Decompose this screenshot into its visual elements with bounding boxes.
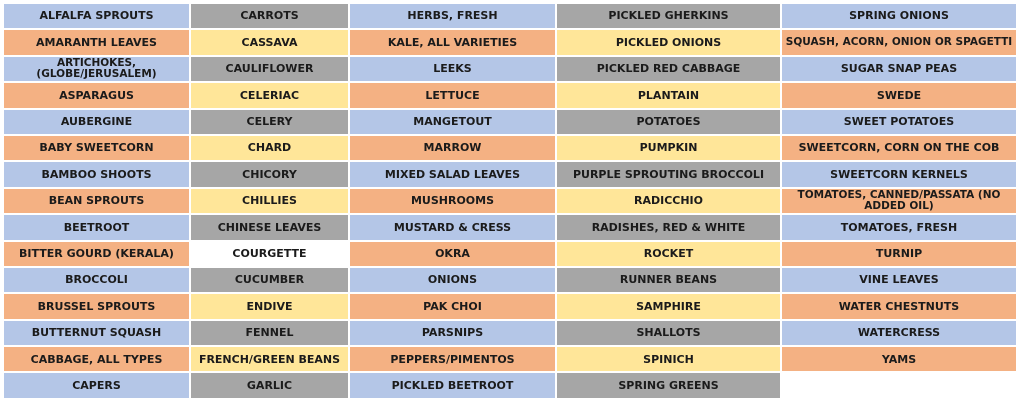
grid-cell: SPRING GREENS — [556, 372, 781, 398]
grid-cell: PAK CHOI — [349, 293, 556, 319]
grid-cell: BROCCOLI — [3, 267, 190, 293]
grid-cell: MUSHROOMS — [349, 188, 556, 214]
grid-cell: TOMATOES, CANNED/PASSATA (NO ADDED OIL) — [781, 188, 1017, 214]
grid-cell: BRUSSEL SPROUTS — [3, 293, 190, 319]
grid-cell: COURGETTE — [190, 241, 349, 267]
grid-cell: PLANTAIN — [556, 82, 781, 108]
grid-cell: MIXED SALAD LEAVES — [349, 161, 556, 187]
grid-cell: ONIONS — [349, 267, 556, 293]
grid-cell: BAMBOO SHOOTS — [3, 161, 190, 187]
grid-cell: ARTICHOKES, (GLOBE/JERUSALEM) — [3, 56, 190, 82]
grid-cell: LEEKS — [349, 56, 556, 82]
grid-cell — [781, 372, 1017, 398]
grid-cell: WATER CHESTNUTS — [781, 293, 1017, 319]
grid-cell: ENDIVE — [190, 293, 349, 319]
grid-cell: MUSTARD & CRESS — [349, 214, 556, 240]
grid-cell: SAMPHIRE — [556, 293, 781, 319]
grid-cell: MANGETOUT — [349, 109, 556, 135]
grid-cell: CAPERS — [3, 372, 190, 398]
grid-cell: CHILLIES — [190, 188, 349, 214]
grid-cell: ROCKET — [556, 241, 781, 267]
grid-cell: PURPLE SPROUTING BROCCOLI — [556, 161, 781, 187]
grid-cell: CABBAGE, ALL TYPES — [3, 346, 190, 372]
grid-cell: ALFALFA SPROUTS — [3, 3, 190, 29]
grid-cell: LETTUCE — [349, 82, 556, 108]
grid-cell: KALE, ALL VARIETIES — [349, 29, 556, 55]
grid-cell: FENNEL — [190, 320, 349, 346]
grid-cell: CHARD — [190, 135, 349, 161]
grid-cell: RADISHES, RED & WHITE — [556, 214, 781, 240]
grid-cell: BEAN SPROUTS — [3, 188, 190, 214]
grid-cell: RADICCHIO — [556, 188, 781, 214]
grid-cell: CELERY — [190, 109, 349, 135]
grid-cell: PICKLED RED CABBAGE — [556, 56, 781, 82]
grid-cell: SPRING ONIONS — [781, 3, 1017, 29]
grid-cell: AUBERGINE — [3, 109, 190, 135]
grid-cell: CELERIAC — [190, 82, 349, 108]
grid-cell: OKRA — [349, 241, 556, 267]
grid-cell: SWEETCORN KERNELS — [781, 161, 1017, 187]
grid-cell: BABY SWEETCORN — [3, 135, 190, 161]
grid-cell: BITTER GOURD (KERALA) — [3, 241, 190, 267]
grid-cell: PEPPERS/PIMENTOS — [349, 346, 556, 372]
grid-cell: SWEDE — [781, 82, 1017, 108]
grid-cell: PICKLED ONIONS — [556, 29, 781, 55]
grid-cell: CAULIFLOWER — [190, 56, 349, 82]
grid-cell: CARROTS — [190, 3, 349, 29]
grid-cell: PICKLED GHERKINS — [556, 3, 781, 29]
grid-cell: SPINICH — [556, 346, 781, 372]
grid-cell: PARSNIPS — [349, 320, 556, 346]
grid-cell: HERBS, FRESH — [349, 3, 556, 29]
grid-cell: AMARANTH LEAVES — [3, 29, 190, 55]
grid-cell: POTATOES — [556, 109, 781, 135]
grid-cell: YAMS — [781, 346, 1017, 372]
grid-cell: MARROW — [349, 135, 556, 161]
grid-cell: FRENCH/GREEN BEANS — [190, 346, 349, 372]
grid-cell: SQUASH, ACORN, ONION OR SPAGETTI — [781, 29, 1017, 55]
grid-cell: SUGAR SNAP PEAS — [781, 56, 1017, 82]
grid-cell: WATERCRESS — [781, 320, 1017, 346]
grid-cell: TOMATOES, FRESH — [781, 214, 1017, 240]
grid-cell: CHICORY — [190, 161, 349, 187]
grid-cell: GARLIC — [190, 372, 349, 398]
vegetable-grid — [3, 3, 1017, 399]
grid-cell: PICKLED BEETROOT — [349, 372, 556, 398]
grid-cell: CUCUMBER — [190, 267, 349, 293]
grid-cell: VINE LEAVES — [781, 267, 1017, 293]
grid-cell: BEETROOT — [3, 214, 190, 240]
grid-cell: CHINESE LEAVES — [190, 214, 349, 240]
grid-cell: SHALLOTS — [556, 320, 781, 346]
grid-cell: ASPARAGUS — [3, 82, 190, 108]
grid-cell: RUNNER BEANS — [556, 267, 781, 293]
grid-cell: TURNIP — [781, 241, 1017, 267]
grid-cell: SWEETCORN, CORN ON THE COB — [781, 135, 1017, 161]
grid-cell: BUTTERNUT SQUASH — [3, 320, 190, 346]
grid-cell: SWEET POTATOES — [781, 109, 1017, 135]
grid-cell: CASSAVA — [190, 29, 349, 55]
grid-cell: PUMPKIN — [556, 135, 781, 161]
